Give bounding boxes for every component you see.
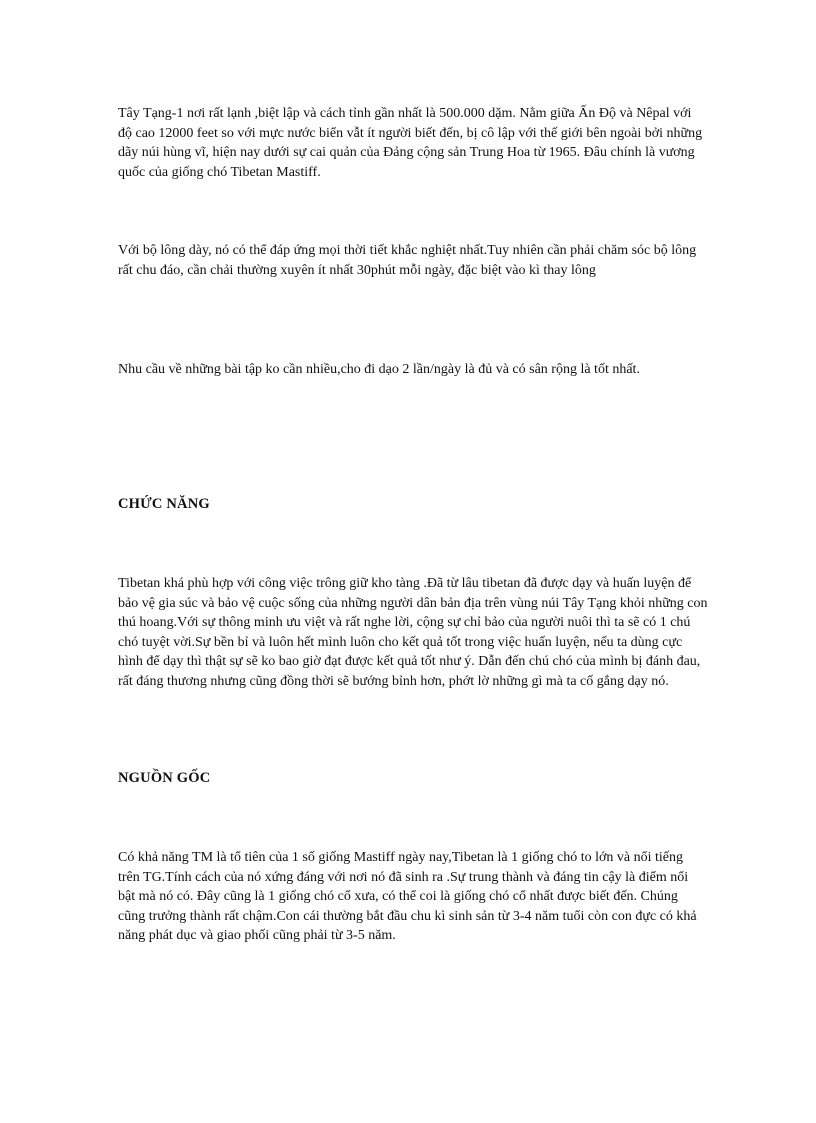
paragraph-coat-care: Với bộ lông dày, nó có thể đáp ứng mọi thời tiết khắc nghiệt nhất.Tuy nhiên cần phải chăm sóc bộ lông rất chu đáo, cần chải thường xuyên ít nhất 30phút mỗi ngày, đặc biệt vào kì thay lông (118, 243, 697, 278)
heading-function: CHỨC NĂNG (118, 496, 210, 512)
paragraph-exercise: Nhu cầu về những bài tập ko cần nhiều,cho đi dạo 2 lần/ngày là đủ và có sân rộng là tốt nhất. (118, 362, 640, 377)
paragraph-origin: Có khả năng TM là tổ tiên của 1 số giống Mastiff ngày nay,Tibetan là 1 giống chó to lớn và nổi tiếng trên TG.Tính cách của nó xứng đáng với nơi nó đã sinh ra .Sự trung thành và đáng tin cậy là điểm nổi bật mà nó có. Đây cũng là 1 giống chó cổ xưa, có thể coi là giống chó cổ nhất được biết đến. Chúng cũng trưởng thành rất chậm.Con cái thường bắt đầu chu kì sinh sản từ 3-4 năm tuổi còn con đực có khả năng phát dục và giao phối cũng phải từ 3-5 năm. (118, 850, 697, 943)
heading-origin: NGUỒN GỐC (118, 770, 211, 786)
paragraph-function: Tibetan khá phù hợp với công việc trông giữ kho tàng .Đã từ lâu tibetan đã được dạy và huấn luyện để bảo vệ gia súc và bảo vệ cuộc sống của những người dân bản địa trên vùng núi Tây Tạng khỏi những con thú hoang.Với sự thông minh ưu việt và rất nghe lời, cộng sự chỉ bảo của người nuôi thì ta sẽ có 1 chú chó tuyệt vời.Sự bền bỉ và luôn hết mình luôn cho kết quả tốt trong việc huấn luyện, nếu ta dùng cực hình để dạy thì thật sự sẽ ko bao giờ đạt được kết quả tốt như ý. Dẫn đến chú chó của mình bị đánh đau, rất đáng thương nhưng cũng đồng thời sẽ bướng bỉnh hơn, phớt lờ những gì mà ta cố gắng dạy nó. (118, 576, 708, 689)
paragraph-tibet-intro: Tây Tạng-1 nơi rất lạnh ,biệt lập và cách tỉnh gần nhất là 500.000 dặm. Nằm giữa Ấn Độ và Nêpal với độ cao 12000 feet so với mực nước biển vẫt ít người biết đến, bị cô lập với thế giới bên ngoài bởi những dãy núi hùng vĩ, hiện nay dưới sự cai quản của Đảng cộng sản Trung Hoa từ 1965. Đâu chính là vương quốc của giống chó Tibetan Mastiff. (118, 106, 703, 180)
